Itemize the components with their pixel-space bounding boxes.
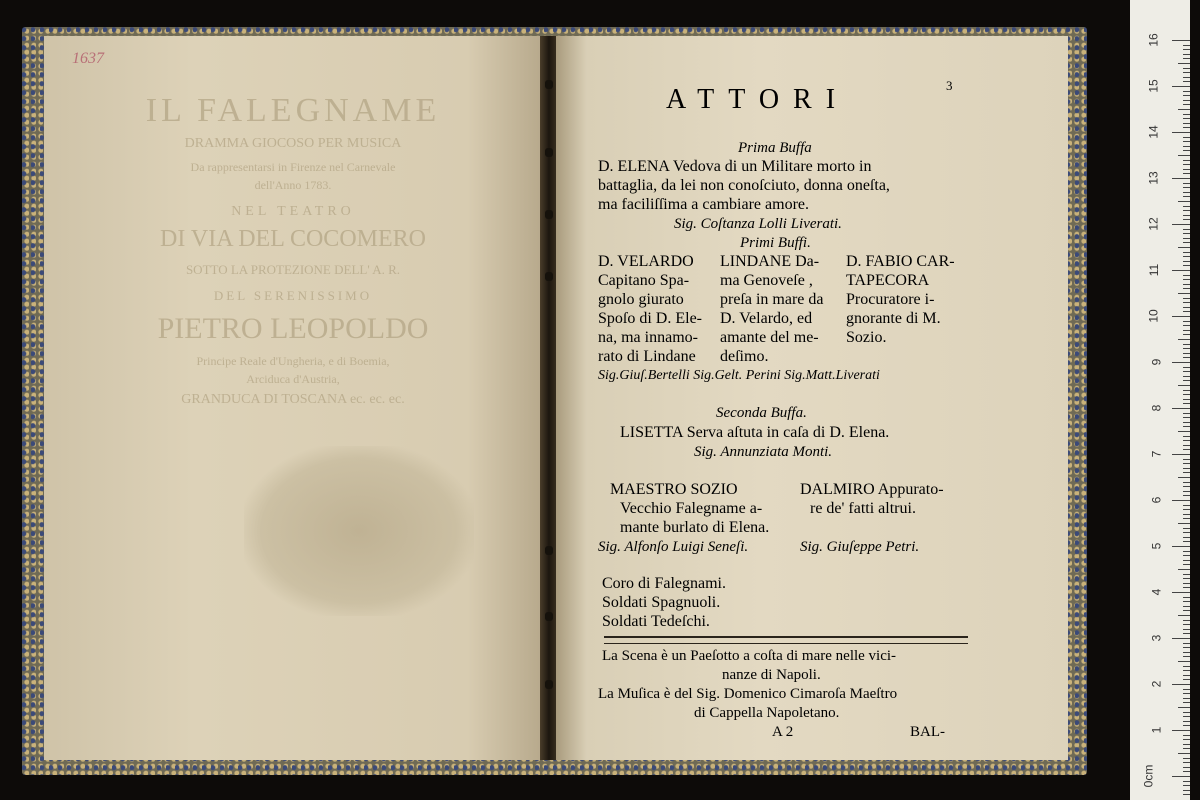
ruler-tick xyxy=(1183,81,1190,82)
ruler-tick xyxy=(1183,123,1190,124)
ruler-tick xyxy=(1183,229,1190,230)
ruler-tick xyxy=(1183,698,1190,699)
ruler-tick xyxy=(1172,178,1190,179)
ruler-tick xyxy=(1183,252,1190,253)
ruler-tick xyxy=(1183,256,1190,257)
ruler-tick xyxy=(1183,265,1190,266)
singer-name: Sig. Giuſeppe Petri. xyxy=(800,539,920,555)
ghost-emblem xyxy=(244,446,474,616)
ruler-tick xyxy=(1183,528,1190,529)
ruler-tick xyxy=(1183,463,1190,464)
text-line: rato di Lindane xyxy=(598,348,696,365)
ruler-tick xyxy=(1172,362,1190,363)
ruler-tick xyxy=(1183,104,1190,105)
ruler-tick xyxy=(1172,132,1190,133)
singer-name: Sig. Annunziata Monti. xyxy=(694,444,833,460)
text-line: ma faciliſſima a cambiare amore. xyxy=(598,196,809,213)
ruler-tick xyxy=(1183,344,1190,345)
text-line: Sozio. xyxy=(846,329,887,346)
binding-stitch xyxy=(545,612,553,621)
ruler-tick xyxy=(1183,279,1190,280)
ruler-tick xyxy=(1183,307,1190,308)
ruler-label: 11 xyxy=(1146,263,1161,277)
text-line: re de' fatti altrui. xyxy=(810,500,916,517)
ruler-tick xyxy=(1172,224,1190,225)
ruler-tick xyxy=(1172,776,1190,777)
text-line: Vecchio Falegname a- xyxy=(620,500,763,517)
handwritten-note: 1637 xyxy=(72,50,104,67)
text-line: D. Velardo, ed xyxy=(720,310,813,327)
ruler-tick xyxy=(1183,620,1190,621)
ruler-label: 9 xyxy=(1149,358,1164,366)
ruler-tick xyxy=(1183,436,1190,437)
signature-mark: A 2 xyxy=(772,724,794,740)
text-line: D. ELENA Vedova di un Militare morto in xyxy=(598,158,872,175)
catchword: BAL- xyxy=(910,724,945,740)
ruler-tick xyxy=(1183,394,1190,395)
ruler-tick xyxy=(1183,643,1190,644)
text-line: D. FABIO CAR- xyxy=(846,253,955,270)
ruler-tick xyxy=(1183,785,1190,786)
ruler-tick xyxy=(1183,353,1190,354)
ruler-tick xyxy=(1172,408,1190,409)
text-line: D. VELARDO xyxy=(598,253,694,270)
ruler-tick xyxy=(1178,247,1190,248)
ruler-tick xyxy=(1183,574,1190,575)
ruler-tick xyxy=(1183,666,1190,667)
ruler-tick xyxy=(1183,578,1190,579)
ruler-tick xyxy=(1178,385,1190,386)
ruler-tick xyxy=(1183,238,1190,239)
role-heading: Seconda Buffa. xyxy=(716,405,807,421)
singer-name: Sig. Coſtanza Lolli Liverati. xyxy=(674,216,842,232)
text-line: Soldati Spagnuoli. xyxy=(602,594,721,611)
ruler-tick xyxy=(1183,647,1190,648)
ruler-tick xyxy=(1183,399,1190,400)
ghost-line: Principe Reale d'Ungheria, e di Boemia, xyxy=(196,354,390,368)
ruler-tick xyxy=(1183,482,1190,483)
ghost-line: IL FALEGNAME xyxy=(145,92,441,129)
ruler-tick xyxy=(1183,771,1190,772)
ruler-tick xyxy=(1183,693,1190,694)
ruler-tick xyxy=(1183,790,1190,791)
ruler-tick xyxy=(1183,781,1190,782)
ruler-tick xyxy=(1183,721,1190,722)
text-line: LINDANE Da- xyxy=(720,253,820,270)
ruler-tick xyxy=(1183,652,1190,653)
ruler-tick xyxy=(1183,298,1190,299)
ruler-tick xyxy=(1183,357,1190,358)
ruler-tick xyxy=(1183,118,1190,119)
ruler-tick xyxy=(1183,762,1190,763)
ruler-tick xyxy=(1183,702,1190,703)
text-line: La Muſica è del Sig. Domenico Cimaroſa Maeſtro xyxy=(598,686,898,702)
ruler-tick xyxy=(1183,440,1190,441)
ruler-tick xyxy=(1183,629,1190,630)
ghost-line: Arciduca d'Austria, xyxy=(246,372,340,386)
ruler-tick xyxy=(1183,739,1190,740)
text-line: Capitano Spa- xyxy=(598,272,690,289)
ruler-tick xyxy=(1183,58,1190,59)
ruler-tick xyxy=(1178,523,1190,524)
ruler-tick xyxy=(1183,716,1190,717)
ruler-tick xyxy=(1183,330,1190,331)
text-line: Spoſo di D. Ele- xyxy=(598,310,702,327)
ruler-tick xyxy=(1183,514,1190,515)
ruler-label: 15 xyxy=(1146,79,1161,93)
ruler-tick xyxy=(1183,284,1190,285)
ruler-tick xyxy=(1183,206,1190,207)
ruler-tick xyxy=(1183,532,1190,533)
ruler-tick xyxy=(1183,587,1190,588)
ruler-label: 12 xyxy=(1146,217,1161,231)
ruler-label: 7 xyxy=(1149,450,1164,458)
text-line: nanze di Napoli. xyxy=(722,667,821,683)
ruler-tick xyxy=(1178,109,1190,110)
ruler-tick xyxy=(1183,601,1190,602)
ruler-tick xyxy=(1183,505,1190,506)
ruler-tick xyxy=(1183,325,1190,326)
ruler-tick xyxy=(1183,127,1190,128)
ruler-tick xyxy=(1178,293,1190,294)
ruler-tick xyxy=(1183,725,1190,726)
ruler-tick xyxy=(1183,712,1190,713)
ruler-tick xyxy=(1183,210,1190,211)
text-line: gnorante di M. xyxy=(846,310,941,327)
ruler-tick xyxy=(1183,173,1190,174)
ruler-tick xyxy=(1183,624,1190,625)
ruler-tick xyxy=(1183,95,1190,96)
ghost-line: NEL TEATRO xyxy=(231,204,355,219)
ruler-tick xyxy=(1172,546,1190,547)
ruler-tick xyxy=(1183,183,1190,184)
ruler-tick xyxy=(1183,242,1190,243)
ruler-tick xyxy=(1183,633,1190,634)
ruler-tick xyxy=(1178,201,1190,202)
ruler-tick xyxy=(1183,597,1190,598)
ghost-line: PIETRO LEOPOLDO xyxy=(157,312,429,345)
binding-stitch xyxy=(545,272,553,281)
ruler-tick xyxy=(1183,541,1190,542)
ghost-line: DI VIA DEL COCOMERO xyxy=(159,226,426,252)
role-heading: Primi Buffi. xyxy=(740,235,811,251)
text-line: deſimo. xyxy=(720,348,769,365)
ruler-tick xyxy=(1183,371,1190,372)
text-line: na, ma innamo- xyxy=(598,329,698,346)
ruler-tick xyxy=(1178,477,1190,478)
text-line: DALMIRO Appurato- xyxy=(800,481,944,498)
ruler-tick xyxy=(1172,86,1190,87)
ruler-tick xyxy=(1183,459,1190,460)
ruler-tick xyxy=(1183,321,1190,322)
ruler-tick xyxy=(1183,495,1190,496)
ruler-tick xyxy=(1183,583,1190,584)
ruler-tick xyxy=(1178,155,1190,156)
ruler-tick xyxy=(1172,316,1190,317)
ruler-tick xyxy=(1183,100,1190,101)
ruler-tick xyxy=(1183,137,1190,138)
ruler-tick xyxy=(1183,196,1190,197)
ruler-tick xyxy=(1183,390,1190,391)
singer-name: Sig. Alfonſo Luigi Seneſi. xyxy=(598,539,749,555)
ruler-tick xyxy=(1183,413,1190,414)
text-line: preſa in mare da xyxy=(720,291,824,308)
ghost-line: SOTTO LA PROTEZIONE DELL' A. R. xyxy=(185,262,401,277)
ruler-tick xyxy=(1172,684,1190,685)
ruler-tick xyxy=(1172,454,1190,455)
text-line: gnolo giurato xyxy=(598,291,684,308)
ruler-tick xyxy=(1183,670,1190,671)
ruler-tick xyxy=(1172,40,1190,41)
ruler-tick xyxy=(1178,431,1190,432)
binding-stitch xyxy=(545,680,553,689)
ruler-label: 1 xyxy=(1149,726,1164,734)
ruler-tick xyxy=(1183,606,1190,607)
ruler-tick xyxy=(1178,569,1190,570)
text-line: LISETTA Serva aſtuta in caſa di D. Elena. xyxy=(620,424,890,441)
ruler-tick xyxy=(1183,150,1190,151)
ruler-tick xyxy=(1178,753,1190,754)
page-number: 3 xyxy=(946,78,953,93)
ruler-tick xyxy=(1183,380,1190,381)
ruler-tick xyxy=(1172,638,1190,639)
ruler-tick xyxy=(1183,77,1190,78)
ruler-tick xyxy=(1183,288,1190,289)
ruler-tick xyxy=(1183,68,1190,69)
ruler-label: 14 xyxy=(1146,125,1161,139)
ruler-tick xyxy=(1183,417,1190,418)
ruler-tick xyxy=(1183,146,1190,147)
binding-stitch xyxy=(545,546,553,555)
ruler-tick xyxy=(1172,592,1190,593)
role-heading: Prima Buffa xyxy=(738,140,812,156)
ruler-label: 10 xyxy=(1146,309,1161,323)
ruler-tick xyxy=(1183,192,1190,193)
ruler-tick xyxy=(1183,564,1190,565)
ruler-tick xyxy=(1183,114,1190,115)
text-line: battaglia, da lei non conoſciuto, donna oneſta, xyxy=(598,177,890,194)
ruler-tick xyxy=(1178,661,1190,662)
ruler-tick xyxy=(1183,403,1190,404)
ruler-tick xyxy=(1183,169,1190,170)
ruler-tick xyxy=(1183,164,1190,165)
ruler-tick xyxy=(1172,500,1190,501)
ruler-tick xyxy=(1183,233,1190,234)
binding-stitch xyxy=(545,210,553,219)
text-line: La Scena è un Paeſotto a coſta di mare nelle vici- xyxy=(602,648,897,664)
text-line: MAESTRO SOZIO xyxy=(610,481,738,498)
ruler-tick xyxy=(1183,486,1190,487)
ruler-tick xyxy=(1183,735,1190,736)
ruler-tick xyxy=(1178,339,1190,340)
ruler-tick xyxy=(1183,376,1190,377)
text-line: di Cappella Napoletano. xyxy=(694,705,840,721)
ruler-tick xyxy=(1183,72,1190,73)
ghost-line: Da rappresentarsi in Firenze nel Carnevale xyxy=(190,160,396,174)
ruler-tick xyxy=(1172,270,1190,271)
ruler-tick xyxy=(1183,261,1190,262)
ruler-tick xyxy=(1183,49,1190,50)
binding-stitch xyxy=(545,148,553,157)
ruler-label: 3 xyxy=(1149,634,1164,642)
ruler-tick xyxy=(1183,744,1190,745)
text-line: Procuratore i- xyxy=(846,291,935,308)
ruler-tick xyxy=(1183,551,1190,552)
ruler-tick xyxy=(1183,45,1190,46)
ruler-tick xyxy=(1183,679,1190,680)
ruler-tick xyxy=(1183,748,1190,749)
ruler-tick xyxy=(1183,794,1190,795)
text-line: Coro di Falegnami. xyxy=(602,575,726,592)
ruler-label: 6 xyxy=(1149,496,1164,504)
ruler-tick xyxy=(1183,367,1190,368)
text-line: TAPECORA xyxy=(846,272,930,289)
ruler-tick xyxy=(1183,656,1190,657)
ruler-label: 16 xyxy=(1146,33,1161,47)
ruler-tick xyxy=(1178,615,1190,616)
ruler-tick xyxy=(1183,449,1190,450)
ruler-tick xyxy=(1178,707,1190,708)
ruler-tick xyxy=(1183,445,1190,446)
ruler-tick xyxy=(1178,63,1190,64)
ruler-tick xyxy=(1183,275,1190,276)
ruler-tick xyxy=(1183,758,1190,759)
binding-stitch xyxy=(545,80,553,89)
ruler-tick xyxy=(1183,537,1190,538)
ruler-label: 5 xyxy=(1149,542,1164,550)
ruler-label: 2 xyxy=(1149,680,1164,688)
ruler-tick xyxy=(1183,141,1190,142)
ruler-tick xyxy=(1183,491,1190,492)
ruler-tick xyxy=(1183,555,1190,556)
ruler-tick xyxy=(1183,302,1190,303)
ruler-tick xyxy=(1183,54,1190,55)
left-page xyxy=(44,36,542,760)
text-line: mante burlato di Elena. xyxy=(620,519,770,536)
ruler-tick xyxy=(1183,348,1190,349)
ghost-line: GRANDUCA DI TOSCANA ec. ec. ec. xyxy=(181,392,405,407)
ghost-line: dell'Anno 1783. xyxy=(254,178,332,192)
ruler-tick xyxy=(1183,311,1190,312)
ruler-tick xyxy=(1183,215,1190,216)
ruler-tick xyxy=(1183,334,1190,335)
ruler-tick xyxy=(1172,730,1190,731)
ruler-tick xyxy=(1183,468,1190,469)
singer-names: Sig.Giuſ.Bertelli Sig.Gelt. Perini Sig.Matt.Liverati xyxy=(598,368,880,383)
ruler-tick xyxy=(1183,187,1190,188)
ruler-tick xyxy=(1183,610,1190,611)
ruler-tick xyxy=(1183,91,1190,92)
ruler-tick xyxy=(1183,160,1190,161)
ruler-label: 13 xyxy=(1146,171,1161,185)
ruler-tick xyxy=(1183,472,1190,473)
ruler-tick xyxy=(1183,426,1190,427)
ruler-tick xyxy=(1183,560,1190,561)
ruler-tick xyxy=(1183,219,1190,220)
ruler-label: 4 xyxy=(1149,588,1164,596)
divider-rule xyxy=(604,636,968,644)
ruler-tick xyxy=(1183,767,1190,768)
ghost-line: DEL SERENISSIMO xyxy=(213,288,373,303)
ruler-label: 8 xyxy=(1149,404,1164,412)
ghost-line: DRAMMA GIOCOSO PER MUSICA xyxy=(184,136,402,151)
text-line: ma Genoveſe , xyxy=(720,272,813,289)
ruler-tick xyxy=(1183,689,1190,690)
measurement-ruler xyxy=(1130,0,1190,800)
ruler-tick xyxy=(1183,518,1190,519)
text-line: Soldati Tedeſchi. xyxy=(602,613,710,630)
ruler-tick xyxy=(1183,509,1190,510)
ruler-tick xyxy=(1183,675,1190,676)
ruler-tick xyxy=(1183,422,1190,423)
text-line: amante del me- xyxy=(720,329,819,346)
ruler-label: 0cm xyxy=(1141,764,1156,788)
page-title: ATTORI xyxy=(666,84,850,115)
